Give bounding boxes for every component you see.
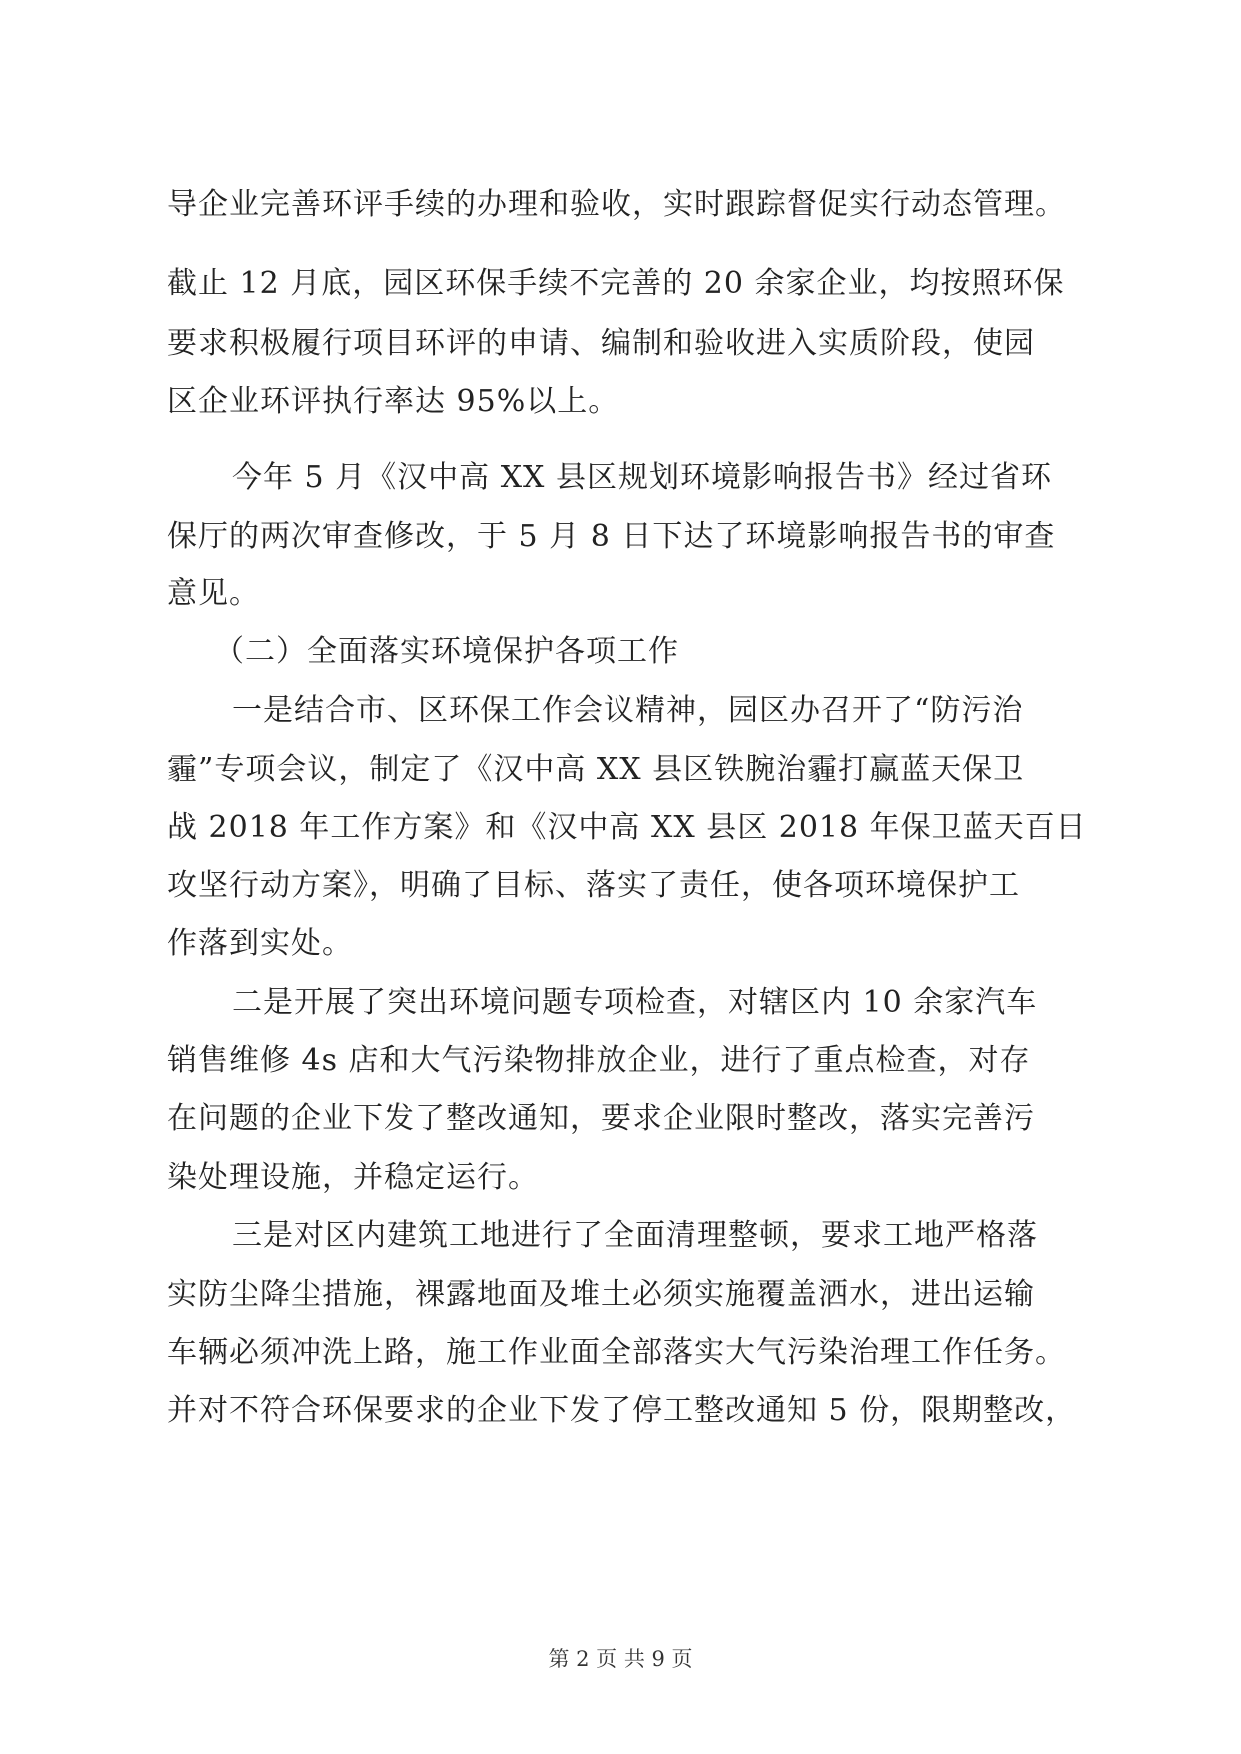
page-number-footer: 第 2 页 共 9 页: [548, 1647, 693, 1671]
body-text-line: 区企业环评执行率达 95%以上。: [167, 384, 620, 419]
body-text-line: 攻坚行动方案》，明确了目标、落实了责任，使各项环境保护工: [167, 868, 1020, 903]
body-text-line: 要求积极履行项目环评的申请、编制和验收进入实质阶段，使园: [167, 326, 1035, 361]
body-text-line: 霾”专项会议，制定了《汉中高 XX 县区铁腕治霾打赢蓝天保卫: [167, 752, 1025, 787]
body-text-line: 销售维修 4s 店和大气污染物排放企业，进行了重点检查，对存: [167, 1043, 1031, 1078]
body-text-line: 二是开展了突出环境问题专项检查，对辖区内 10 余家汽车: [232, 985, 1038, 1020]
body-text-line: 车辆必须冲洗上路，施工作业面全部落实大气污染治理工作任务。: [167, 1335, 1066, 1370]
body-text-line: 染处理设施，并稳定运行。: [167, 1160, 539, 1195]
body-text-line: 作落到实处。: [167, 926, 353, 961]
body-text-line: 导企业完善环评手续的办理和验收，实时跟踪督促实行动态管理。: [167, 187, 1066, 222]
body-text-line: 意见。: [167, 576, 260, 611]
body-text-line: 实防尘降尘措施，裸露地面及堆土必须实施覆盖洒水，进出运输: [167, 1277, 1035, 1312]
body-text-line: 战 2018 年工作方案》和《汉中高 XX 县区 2018 年保卫蓝天百日: [167, 810, 1087, 845]
body-text-line: 今年 5 月《汉中高 XX 县区规划环境影响报告书》经过省环: [232, 460, 1052, 495]
section-heading: （二）全面落实环境保护各项工作: [214, 634, 679, 669]
body-text-line: 并对不符合环保要求的企业下发了停工整改通知 5 份，限期整改，: [167, 1393, 1077, 1428]
body-text-line: 在问题的企业下发了整改通知，要求企业限时整改，落实完善污: [167, 1101, 1035, 1136]
body-text-line: 截止 12 月底，园区环保手续不完善的 20 余家企业，均按照环保: [167, 266, 1065, 301]
body-text-line: 三是对区内建筑工地进行了全面清理整顿，要求工地严格落: [232, 1218, 1038, 1253]
body-text-line: 一是结合市、区环保工作会议精神，园区办召开了“防污治: [232, 693, 1024, 728]
body-text-line: 保厅的两次审查修改，于 5 月 8 日下达了环境影响报告书的审查: [167, 519, 1056, 554]
